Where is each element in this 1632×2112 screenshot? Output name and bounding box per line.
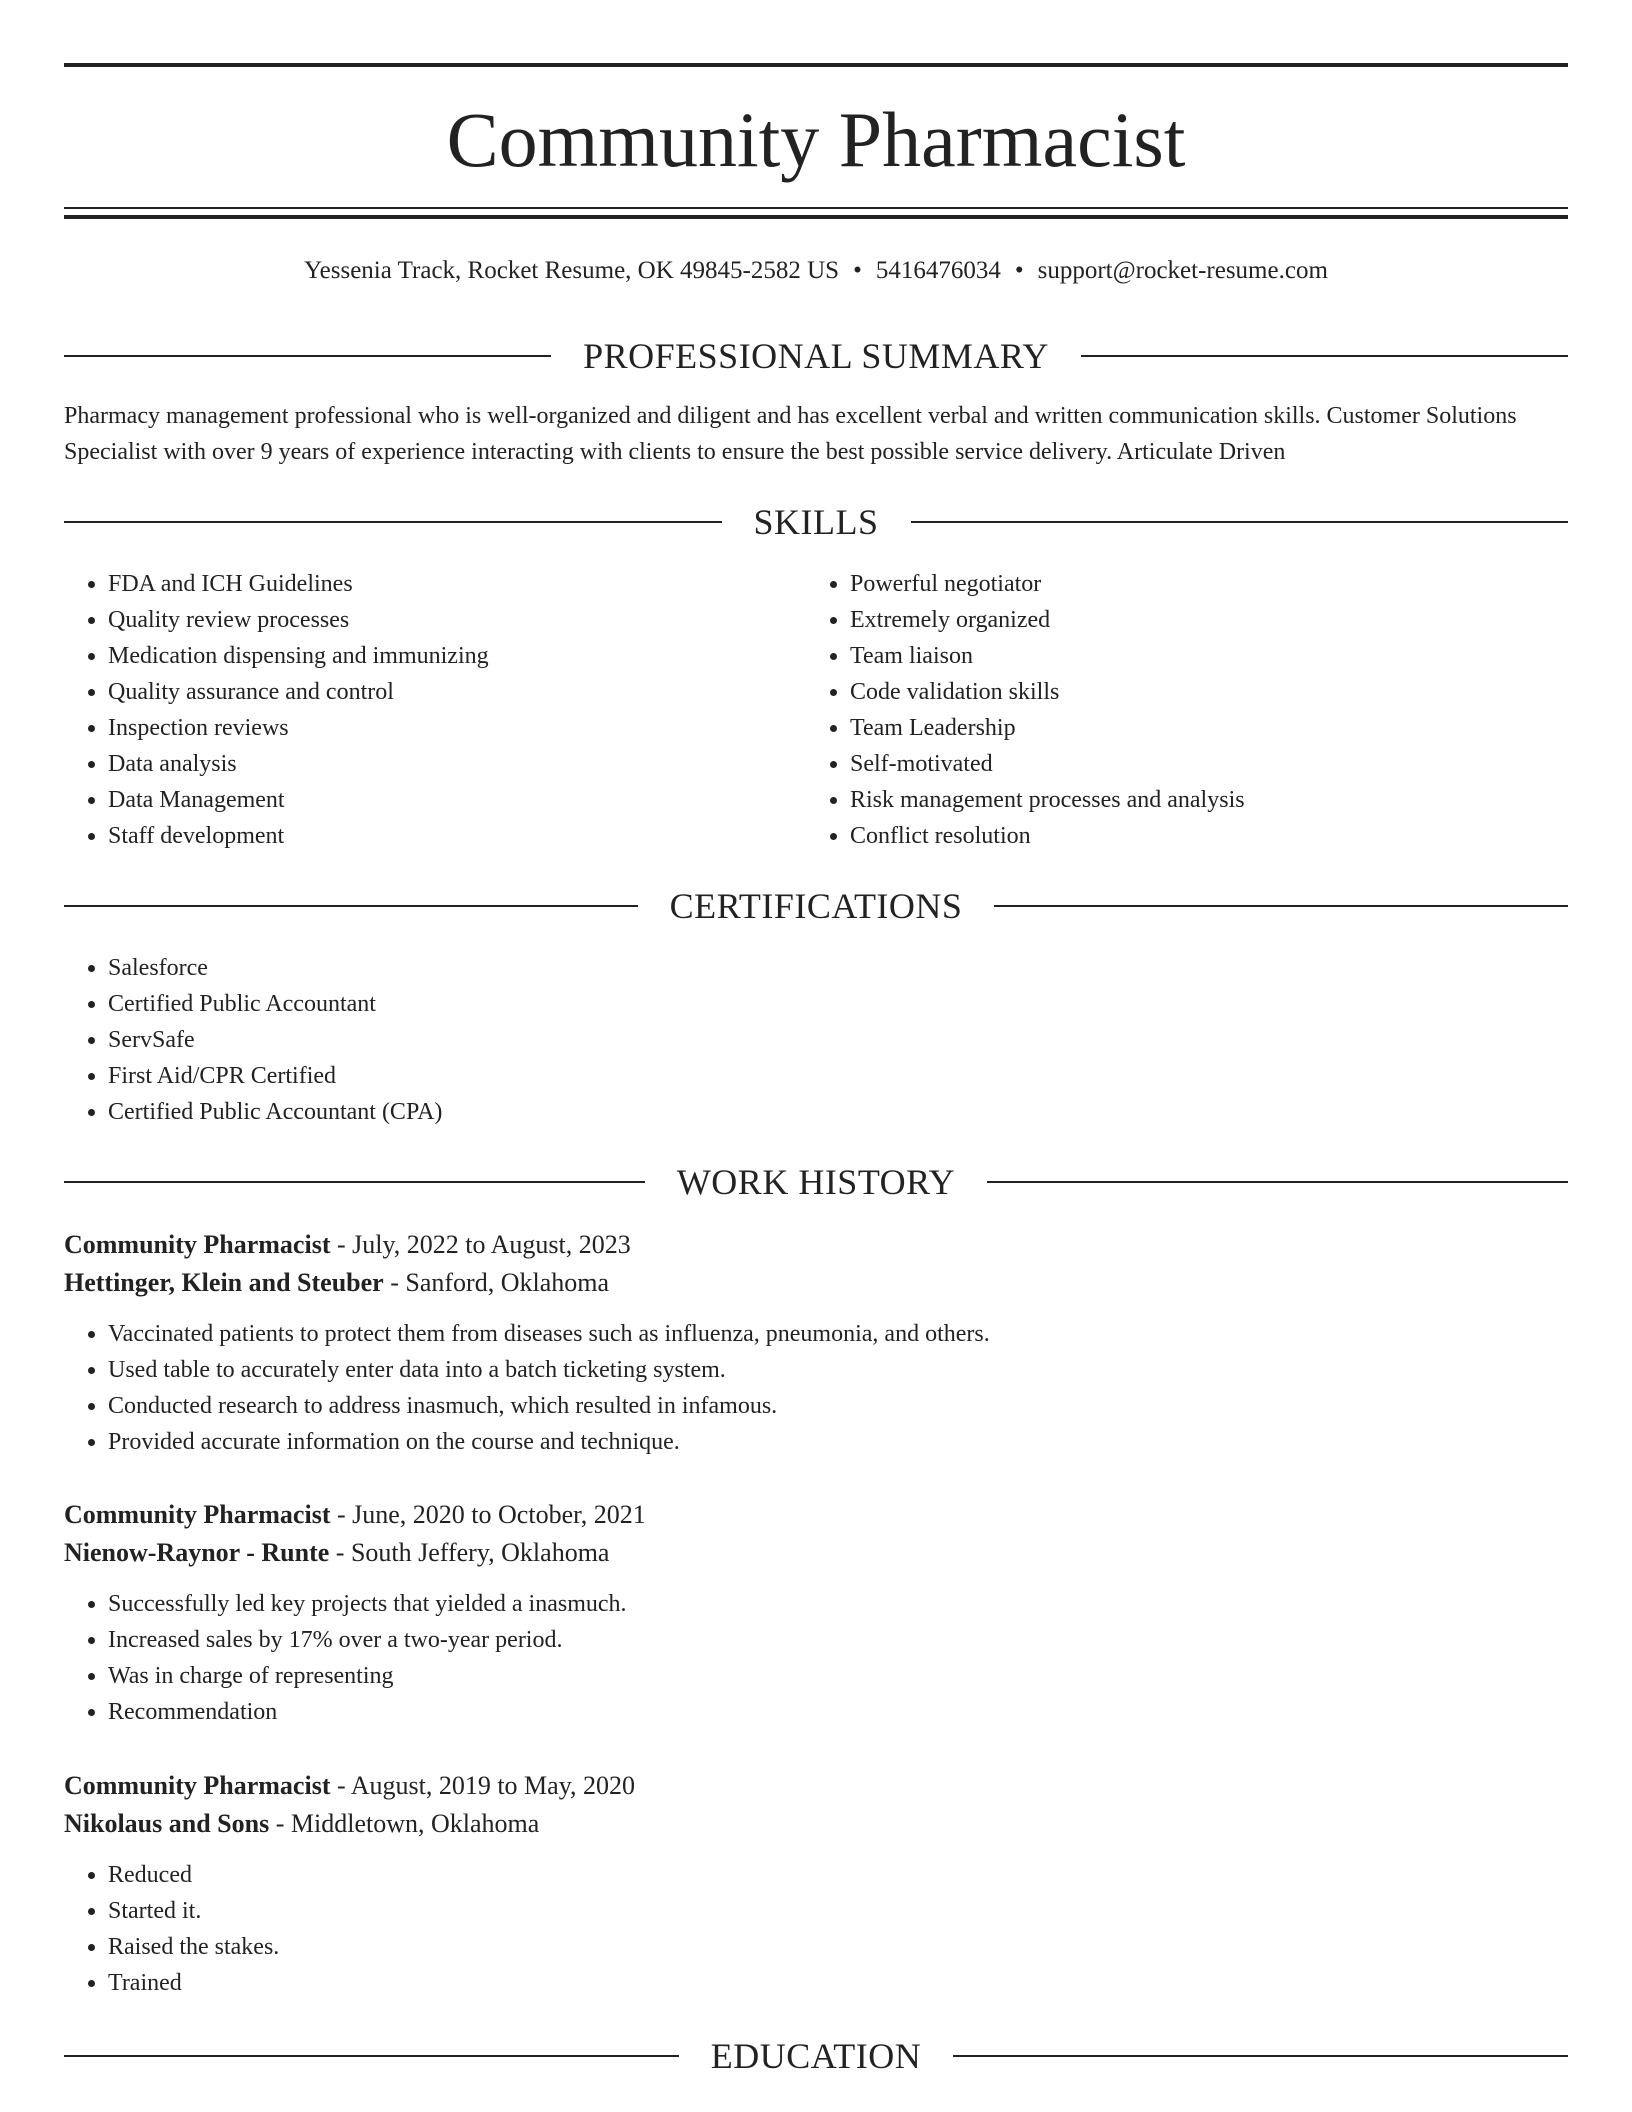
list-item: • Raised the stakes. <box>108 1929 1568 1965</box>
title-rule-thick <box>64 215 1568 219</box>
job-role: Community Pharmacist <box>64 1500 331 1529</box>
list-item: • Staff development <box>108 818 764 854</box>
list-item: • Conducted research to address inasmuch, which resulted in infamous. <box>108 1388 1568 1424</box>
list-item: • Quality review processes <box>108 602 764 638</box>
list-item: • Code validation skills <box>850 674 1546 710</box>
heading-rule-right <box>1081 355 1568 357</box>
contact-email: support@rocket-resume.com <box>1037 257 1328 284</box>
list-item: • Provided accurate information on the course and technique. <box>108 1424 1568 1460</box>
education-heading-label: EDUCATION <box>710 2036 922 2076</box>
heading-rule-left <box>64 355 551 357</box>
summary-heading <box>64 334 1568 378</box>
list-item: • Started it. <box>108 1893 1568 1929</box>
education-heading <box>64 2034 1568 2078</box>
job-employer-line <box>64 1264 1568 1302</box>
list-item: • Data Management <box>108 782 764 818</box>
list-item: • ServSafe <box>108 1022 1064 1058</box>
list-item: • Reduced <box>108 1857 1568 1893</box>
list-item: • Powerful negotiator <box>850 566 1546 602</box>
work-history-heading-label: WORK HISTORY <box>676 1162 956 1202</box>
job-location: - Middletown, Oklahoma <box>269 1809 540 1838</box>
summary-text: Pharmacy management professional who is well-organized and diligent and has excellent verbal and written communication skills. Customer Solutions Specialist with over 9 years of experience interacting with clients to ensure the best possible service delivery. Articulate Driven <box>64 403 1517 465</box>
certifications-list <box>64 950 1064 1130</box>
list-item: • Data analysis <box>108 746 764 782</box>
skills-column-left <box>64 566 764 854</box>
work-history-heading <box>64 1160 1568 1204</box>
page-title: Community Pharmacist <box>446 96 1186 183</box>
job-bullets <box>64 1586 1568 1730</box>
contact-separator: • <box>1014 257 1024 284</box>
list-item: • Used table to accurately enter data into a batch ticketing system. <box>108 1352 1568 1388</box>
list-item: • Certified Public Accountant <box>108 986 1064 1022</box>
heading-rule-left <box>64 1181 645 1183</box>
contact-line <box>64 254 1568 288</box>
skills-heading <box>64 500 1568 544</box>
list-item: • Medication dispensing and immunizing <box>108 638 764 674</box>
job-title-line <box>64 1767 1568 1805</box>
job-employer: Nienow-Raynor - Runte <box>64 1538 330 1567</box>
contact-separator: • <box>853 257 862 284</box>
heading-rule-right <box>911 521 1569 523</box>
list-item: • Self-motivated <box>850 746 1546 782</box>
skills-column-right <box>806 566 1546 854</box>
heading-rule-left <box>64 2055 679 2057</box>
list-item: • Recommendation <box>108 1694 1568 1730</box>
job-employer: Nikolaus and Sons <box>64 1809 270 1838</box>
list-item: • Successfully led key projects that yielded a inasmuch. <box>108 1586 1568 1622</box>
certifications-heading <box>64 884 1568 928</box>
list-item: • Certified Public Accountant (CPA) <box>108 1094 1064 1130</box>
list-item: • Team liaison <box>850 638 1546 674</box>
job-role: Community Pharmacist <box>64 1771 331 1800</box>
heading-rule-right <box>953 2055 1568 2057</box>
summary-heading-label: PROFESSIONAL SUMMARY <box>583 336 1049 376</box>
list-item: • Risk management processes and analysis <box>850 782 1546 818</box>
job-entry <box>64 1226 1568 1460</box>
heading-rule-right <box>987 1181 1568 1183</box>
job-title-line <box>64 1496 1568 1534</box>
job-location: - Sanford, Oklahoma <box>383 1268 609 1297</box>
list-item: • Was in charge of representing <box>108 1658 1568 1694</box>
job-entry <box>64 1496 1568 1730</box>
skills-heading-label: SKILLS <box>753 502 879 542</box>
top-rule <box>64 63 1568 67</box>
heading-rule-left <box>64 905 638 907</box>
heading-rule-right <box>994 905 1568 907</box>
job-title-line <box>64 1226 1568 1264</box>
job-employer-line <box>64 1534 1568 1572</box>
list-item: • FDA and ICH Guidelines <box>108 566 764 602</box>
job-location: - South Jeffery, Oklahoma <box>329 1538 610 1567</box>
job-dates: - July, 2022 to August, 2023 <box>330 1230 631 1259</box>
job-employer-line <box>64 1805 1568 1843</box>
list-item: • Increased sales by 17% over a two-year period. <box>108 1622 1568 1658</box>
job-dates: - June, 2020 to October, 2021 <box>330 1500 646 1529</box>
job-bullets <box>64 1316 1568 1460</box>
list-item: • Inspection reviews <box>108 710 764 746</box>
contact-address: Yessenia Track, Rocket Resume, OK 49845-2582 US <box>304 257 840 284</box>
certifications-heading-label: CERTIFICATIONS <box>669 886 963 926</box>
title-rule-thin <box>64 207 1568 209</box>
list-item: • Salesforce <box>108 950 1064 986</box>
list-item: • First Aid/CPR Certified <box>108 1058 1064 1094</box>
contact-phone: 5416476034 <box>875 257 1001 284</box>
job-entry <box>64 1767 1568 2001</box>
list-item: • Extremely organized <box>850 602 1546 638</box>
heading-rule-left <box>64 521 722 523</box>
job-dates: - August, 2019 to May, 2020 <box>330 1771 636 1800</box>
job-bullets <box>64 1857 1568 2001</box>
job-role: Community Pharmacist <box>64 1230 331 1259</box>
job-employer: Hettinger, Klein and Steuber <box>64 1268 384 1297</box>
list-item: • Quality assurance and control <box>108 674 764 710</box>
list-item: • Team Leadership <box>850 710 1546 746</box>
list-item: • Vaccinated patients to protect them from diseases such as influenza, pneumonia, and others. <box>108 1316 1568 1352</box>
list-item: • Trained <box>108 1965 1568 2001</box>
list-item: • Conflict resolution <box>850 818 1546 854</box>
